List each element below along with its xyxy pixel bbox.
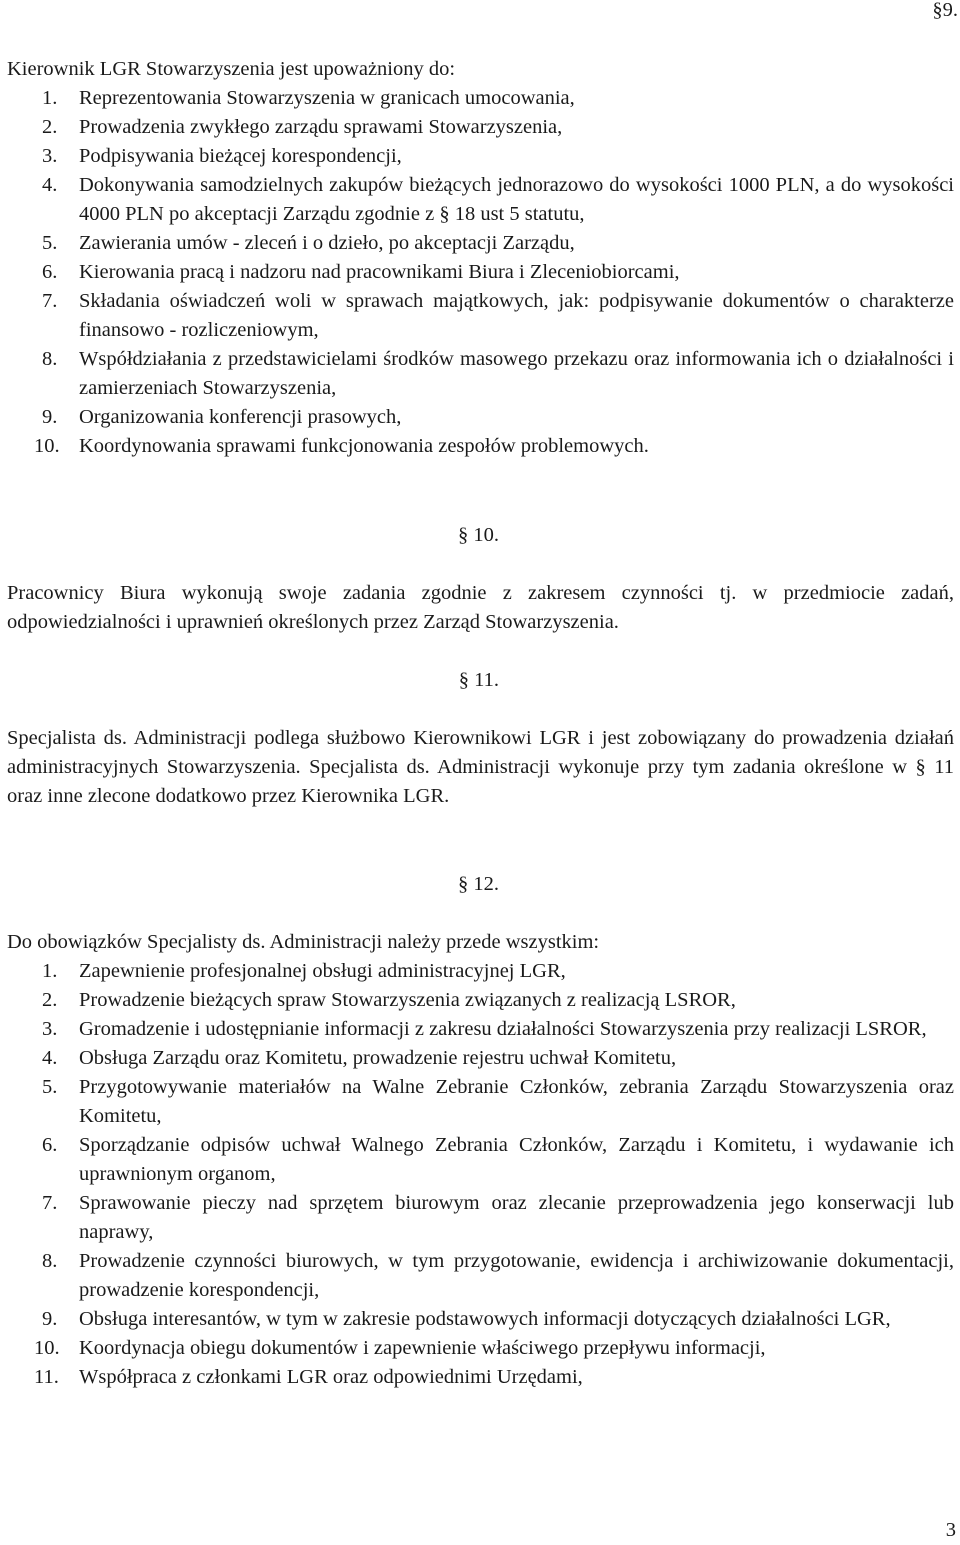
page-number: 3	[945, 1519, 956, 1541]
item-number: 10.	[34, 1337, 60, 1359]
section-11-text: Specjalista ds. Administracji podlega służbowo Kierownikowi LGR i jest zobowiązany do prowadzenia działań administracyjnych Stowarzyszenia. Specjalista ds. Administracji wykonuje przy tym zadania określone w § 11 oraz inne zlecone dodatkowo przez Kierownika LGR.	[7, 727, 954, 807]
item-number: 7.	[42, 1192, 58, 1214]
item-number: 6.	[42, 261, 58, 283]
list-item	[7, 1334, 954, 1363]
item-number: 1.	[42, 960, 58, 982]
item-text: Gromadzenie i udostępnianie informacji z zakresu działalności Stowarzyszenia przy realizacji LSROR,	[79, 1018, 927, 1040]
list-item	[7, 84, 954, 113]
list-item	[7, 345, 954, 403]
item-text: Prowadzenie bieżących spraw Stowarzyszenia związanych z realizacją LSROR,	[79, 989, 736, 1011]
item-number: 11.	[34, 1366, 59, 1388]
item-text: Współpraca z członkami LGR oraz odpowiednimi Urzędami,	[79, 1366, 583, 1388]
item-text: Sporządzanie odpisów uchwał Walnego Zebrania Członków, Zarządu i Komitetu, i wydawanie ich uprawnionym organom,	[79, 1134, 954, 1185]
item-text: Prowadzenie czynności biurowych, w tym przygotowanie, ewidencja i archiwizowanie dokumentacji, prowadzenie korespondencji,	[79, 1250, 954, 1301]
section-11	[7, 666, 954, 811]
list-item	[7, 1073, 954, 1131]
item-text: Składania oświadczeń woli w sprawach majątkowych, jak: podpisywanie dokumentów o charakterze finansowo - rozliczeniowym,	[79, 290, 954, 341]
item-text: Obsługa Zarządu oraz Komitetu, prowadzenie rejestru uchwał Komitetu,	[79, 1047, 677, 1069]
list-item	[7, 403, 954, 432]
list-item	[7, 113, 954, 142]
item-number: 8.	[42, 348, 58, 370]
item-text: Zapewnienie profesjonalnej obsługi administracyjnej LGR,	[79, 960, 566, 982]
list-item	[7, 229, 954, 258]
list-item	[7, 957, 954, 986]
item-number: 4.	[42, 174, 58, 196]
item-number: 1.	[42, 87, 58, 109]
list-item	[7, 1189, 954, 1247]
item-text: Koordynowania sprawami funkcjonowania zespołów problemowych.	[79, 435, 649, 457]
list-item	[7, 171, 954, 229]
item-text: Prowadzenia zwykłego zarządu sprawami Stowarzyszenia,	[79, 116, 563, 138]
item-text: Organizowania konferencji prasowych,	[79, 406, 402, 428]
item-number: 7.	[42, 290, 58, 312]
list-item	[7, 1015, 954, 1044]
section-12	[7, 870, 954, 1392]
list-item	[7, 1247, 954, 1305]
item-text: Koordynacja obiegu dokumentów i zapewnienie właściwego przepływu informacji,	[79, 1337, 766, 1359]
item-number: 2.	[42, 116, 58, 138]
section-12-list	[7, 957, 954, 1392]
section-10-title: § 10.	[458, 524, 499, 546]
item-number: 5.	[42, 1076, 58, 1098]
list-item	[7, 287, 954, 345]
item-number: 4.	[42, 1047, 58, 1069]
item-text: Obsługa interesantów, w tym w zakresie podstawowych informacji dotyczących działalności LGR,	[79, 1308, 891, 1330]
item-number: 9.	[42, 1308, 58, 1330]
list-item	[7, 258, 954, 287]
item-number: 8.	[42, 1250, 58, 1272]
item-number: 3.	[42, 1018, 58, 1040]
item-text: Kierowania pracą i nadzoru nad pracownikami Biura i Zleceniobiorcami,	[79, 261, 680, 283]
item-text: Podpisywania bieżącej korespondencji,	[79, 145, 402, 167]
section-11-title: § 11.	[458, 669, 499, 691]
item-text: Dokonywania samodzielnych zakupów bieżących jednorazowo do wysokości 1000 PLN, a do wysokości 4000 PLN po akceptacji Zarządu zgodnie z § 18 ust 5 statutu,	[79, 174, 954, 225]
item-text: Sprawowanie pieczy nad sprzętem biurowym oraz zlecanie przeprowadzenia jego konserwacji lub naprawy,	[79, 1192, 954, 1243]
item-number: 2.	[42, 989, 58, 1011]
section-9-title: §9.	[932, 0, 958, 21]
item-number: 6.	[42, 1134, 58, 1156]
item-number: 10.	[34, 435, 60, 457]
section-12-title: § 12.	[458, 873, 499, 895]
list-item	[7, 432, 954, 461]
section-9-intro: Kierownik LGR Stowarzyszenia jest upoważniony do:	[7, 58, 456, 80]
item-text: Zawierania umów - zleceń i o dzieło, po akceptacji Zarządu,	[79, 232, 575, 254]
list-item	[7, 1363, 954, 1392]
item-text: Reprezentowania Stowarzyszenia w granicach umocowania,	[79, 87, 575, 109]
list-item	[7, 986, 954, 1015]
section-9-list	[7, 84, 954, 461]
item-number: 5.	[42, 232, 58, 254]
section-10	[7, 521, 954, 637]
section-9	[7, 55, 954, 461]
section-10-text: Pracownicy Biura wykonują swoje zadania zgodnie z zakresem czynności tj. w przedmiocie zadań, odpowiedzialności i uprawnień określonych przez Zarząd Stowarzyszenia.	[7, 582, 954, 633]
list-item	[7, 142, 954, 171]
list-item	[7, 1131, 954, 1189]
list-item	[7, 1044, 954, 1073]
item-text: Współdziałania z przedstawicielami środków masowego przekazu oraz informowania ich o działalności i zamierzeniach Stowarzyszenia,	[79, 348, 954, 399]
section-12-intro: Do obowiązków Specjalisty ds. Administracji należy przede wszystkim:	[7, 931, 600, 953]
item-text: Przygotowywanie materiałów na Walne Zebranie Członków, zebrania Zarządu Stowarzyszenia oraz Komitetu,	[79, 1076, 954, 1127]
item-number: 3.	[42, 145, 58, 167]
item-number: 9.	[42, 406, 58, 428]
list-item	[7, 1305, 954, 1334]
